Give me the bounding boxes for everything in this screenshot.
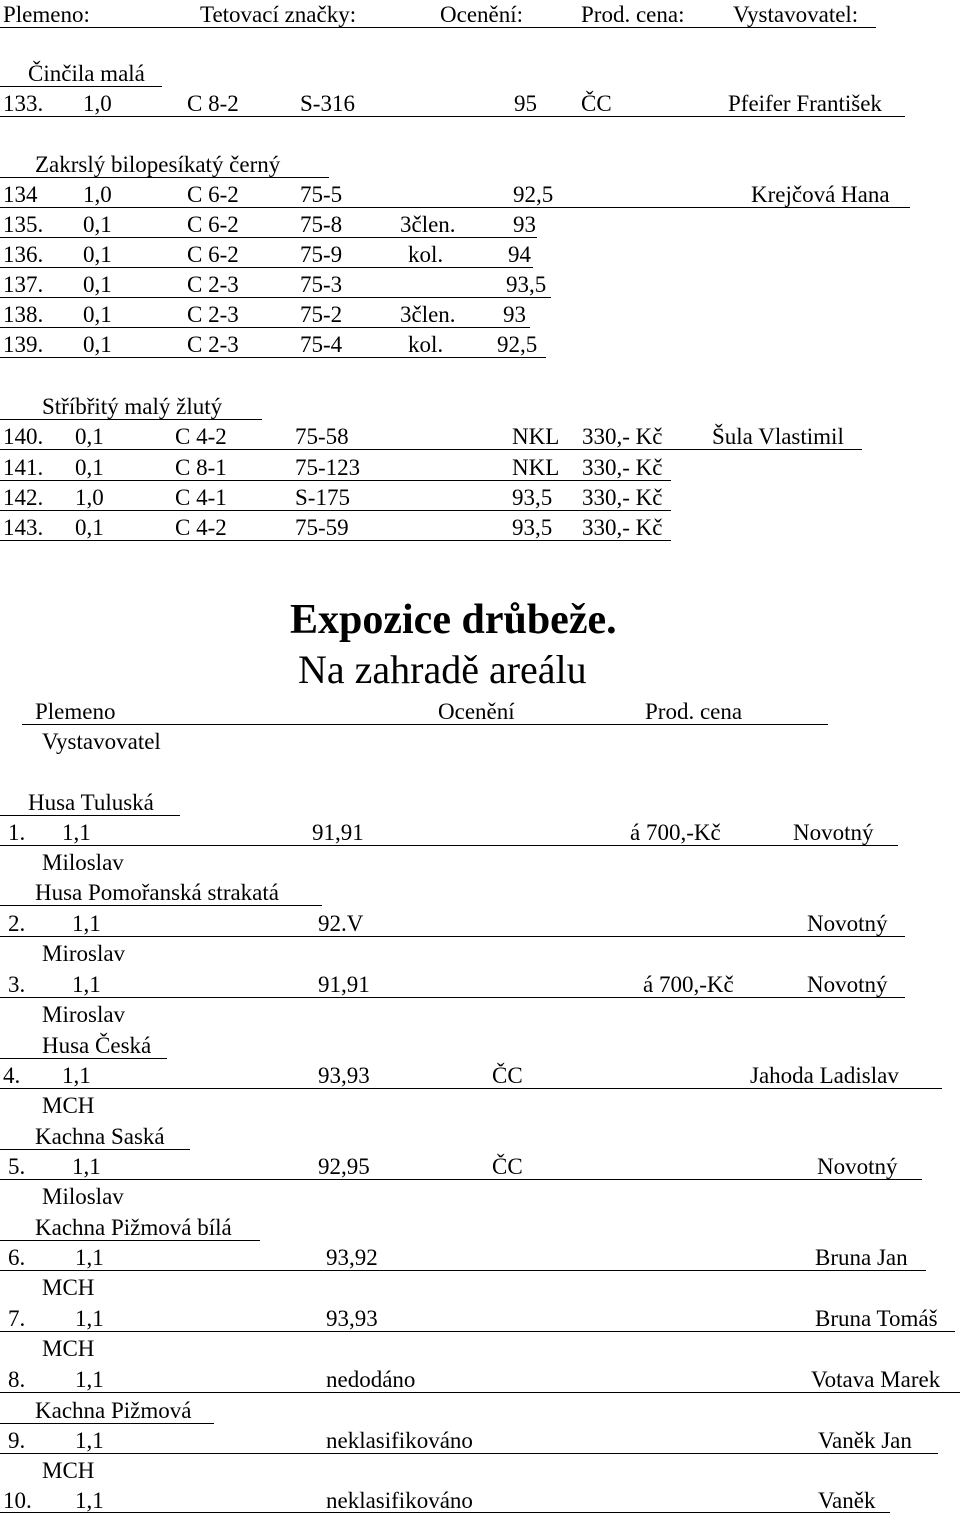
row-score: neklasifikováno bbox=[326, 1428, 473, 1453]
underline bbox=[0, 1392, 960, 1393]
row-exhibitor: Votava Marek bbox=[811, 1367, 941, 1392]
row-tattoo: 75-4 bbox=[300, 332, 343, 357]
row-number: 140. bbox=[3, 424, 44, 449]
row-exhibitor: Vaněk bbox=[818, 1488, 876, 1513]
row-exhibitor: Novotný bbox=[807, 972, 888, 997]
row-score: NKL bbox=[512, 455, 560, 480]
row-score: 93,93 bbox=[326, 1306, 378, 1331]
underline bbox=[0, 177, 329, 178]
row-number: 9. bbox=[8, 1428, 26, 1453]
underline bbox=[0, 86, 162, 87]
page-title: Expozice drůbeže. bbox=[290, 597, 617, 643]
underline bbox=[0, 1331, 955, 1332]
underline bbox=[0, 207, 910, 208]
row-score: NKL bbox=[512, 424, 560, 449]
row-score: 92,5 bbox=[497, 332, 538, 357]
underline bbox=[22, 724, 828, 725]
row-exhibitor-continued: Miloslav bbox=[42, 850, 124, 875]
row-sex: 1,1 bbox=[62, 820, 91, 845]
breed-heading: Kachna Pižmová bbox=[35, 1398, 192, 1423]
row-sex: 1,1 bbox=[72, 972, 101, 997]
row-score: 94 bbox=[508, 242, 531, 267]
row-tattoo: 75-123 bbox=[295, 455, 361, 480]
underline bbox=[0, 815, 180, 816]
row-score: 95 bbox=[514, 91, 537, 116]
page-subtitle: Na zahradě areálu bbox=[298, 647, 587, 692]
row-sex: 1,0 bbox=[83, 182, 112, 207]
underline bbox=[0, 1270, 926, 1271]
header-oceneni: Ocenění bbox=[438, 699, 515, 724]
header-plemeno: Plemeno: bbox=[3, 2, 90, 27]
row-exhibitor-continued: Miroslav bbox=[42, 1002, 126, 1027]
row-class: C 2-3 bbox=[187, 302, 239, 327]
underline bbox=[0, 936, 905, 937]
row-number: 139. bbox=[3, 332, 44, 357]
underline bbox=[0, 1423, 214, 1424]
row-exhibitor-continued: Miloslav bbox=[42, 1184, 124, 1209]
row-class: C 6-2 bbox=[187, 242, 239, 267]
row-score: 92.V bbox=[318, 911, 364, 936]
row-sex: 1,1 bbox=[75, 1428, 104, 1453]
underline bbox=[0, 1149, 190, 1150]
row-sex: 0,1 bbox=[75, 455, 104, 480]
breed-heading: Kachna Saská bbox=[35, 1124, 165, 1149]
underline bbox=[0, 540, 671, 541]
underline bbox=[0, 1179, 922, 1180]
row-class: C 8-1 bbox=[175, 455, 227, 480]
row-number: 1. bbox=[8, 820, 26, 845]
row-score: 93 bbox=[503, 302, 526, 327]
underline bbox=[0, 510, 671, 511]
underline bbox=[0, 1453, 938, 1454]
row-tattoo: 75-58 bbox=[295, 424, 349, 449]
row-exhibitor-continued: Miroslav bbox=[42, 941, 126, 966]
row-class: C 4-1 bbox=[175, 485, 227, 510]
row-exhibitor-continued: MCH bbox=[42, 1458, 95, 1483]
row-class: C 8-2 bbox=[187, 91, 239, 116]
underline bbox=[0, 905, 322, 906]
row-exhibitor: Krejčová Hana bbox=[751, 182, 890, 207]
row-tattoo: 75-2 bbox=[300, 302, 343, 327]
row-class: C 2-3 bbox=[187, 332, 239, 357]
row-number: 10. bbox=[3, 1488, 32, 1513]
row-score: 93,5 bbox=[512, 485, 553, 510]
header-tetovaci-znacky: Tetovací značky: bbox=[200, 2, 357, 27]
header-plemeno: Plemeno bbox=[35, 699, 116, 724]
breed-heading: Činčila malá bbox=[28, 61, 145, 86]
row-number: 137. bbox=[3, 272, 44, 297]
row-number: 133. bbox=[3, 91, 44, 116]
row-sex: 1,1 bbox=[75, 1245, 104, 1270]
row-sex: 0,1 bbox=[75, 515, 104, 540]
row-number: 3. bbox=[8, 972, 26, 997]
row-score: 93,5 bbox=[512, 515, 553, 540]
row-price: á 700,-Kč bbox=[643, 972, 734, 997]
underline bbox=[0, 357, 546, 358]
row-sex: 1,1 bbox=[62, 1063, 91, 1088]
row-exhibitor: Novotný bbox=[817, 1154, 898, 1179]
row-price: 330,- Kč bbox=[582, 424, 663, 449]
row-exhibitor-continued: MCH bbox=[42, 1093, 95, 1118]
row-award: ČC bbox=[492, 1063, 523, 1088]
row-sex: 1,1 bbox=[75, 1488, 104, 1513]
header-prod-cena: Prod. cena bbox=[645, 699, 743, 724]
row-sex: 1,0 bbox=[75, 485, 104, 510]
header-prod-cena: Prod. cena: bbox=[581, 2, 685, 27]
header-vystavovatel: Vystavovatel bbox=[42, 729, 161, 754]
row-score: 92,5 bbox=[513, 182, 554, 207]
breed-heading: Stříbřitý malý žlutý bbox=[42, 394, 223, 419]
row-score: 91,91 bbox=[318, 972, 370, 997]
row-price: 330,- Kč bbox=[582, 515, 663, 540]
row-exhibitor: Pfeifer František bbox=[728, 91, 882, 116]
row-sex: 1,0 bbox=[83, 91, 112, 116]
row-tattoo: 75-5 bbox=[300, 182, 343, 207]
row-number: 143. bbox=[3, 515, 44, 540]
underline bbox=[0, 327, 530, 328]
header-vystavovatel: Vystavovatel: bbox=[733, 2, 859, 27]
row-price: 330,- Kč bbox=[582, 485, 663, 510]
row-score: neklasifikováno bbox=[326, 1488, 473, 1513]
underline bbox=[0, 997, 905, 998]
underline bbox=[0, 845, 898, 846]
underline bbox=[0, 267, 533, 268]
row-sex: 0,1 bbox=[83, 332, 112, 357]
row-sex: 0,1 bbox=[83, 212, 112, 237]
row-sex: 1,1 bbox=[75, 1367, 104, 1392]
row-sex: 1,1 bbox=[72, 1154, 101, 1179]
row-exhibitor: Šula Vlastimil bbox=[712, 424, 844, 449]
breed-heading: Husa Tuluská bbox=[28, 790, 154, 815]
row-number: 141. bbox=[3, 455, 44, 480]
row-class: C 2-3 bbox=[187, 272, 239, 297]
row-number: 142. bbox=[3, 485, 44, 510]
row-tattoo: 75-59 bbox=[295, 515, 349, 540]
row-number: 8. bbox=[8, 1367, 26, 1392]
underline bbox=[0, 297, 551, 298]
row-price: 330,- Kč bbox=[582, 455, 663, 480]
row-exhibitor: Novotný bbox=[807, 911, 888, 936]
row-number: 138. bbox=[3, 302, 44, 327]
row-price: á 700,-Kč bbox=[630, 820, 721, 845]
underline bbox=[0, 27, 876, 28]
row-note: 3člen. bbox=[400, 302, 456, 327]
row-tattoo: 75-9 bbox=[300, 242, 343, 267]
row-score: 93,5 bbox=[506, 272, 547, 297]
row-sex: 1,1 bbox=[75, 1306, 104, 1331]
row-sex: 0,1 bbox=[83, 242, 112, 267]
row-number: 7. bbox=[8, 1306, 26, 1331]
row-sex: 0,1 bbox=[83, 272, 112, 297]
row-number: 136. bbox=[3, 242, 44, 267]
row-award: ČC bbox=[492, 1154, 523, 1179]
row-score: 93,92 bbox=[326, 1245, 378, 1270]
row-class: C 4-2 bbox=[175, 424, 227, 449]
underline bbox=[0, 237, 537, 238]
row-exhibitor: Jahoda Ladislav bbox=[750, 1063, 899, 1088]
row-note: kol. bbox=[408, 332, 444, 357]
row-class: C 6-2 bbox=[187, 182, 239, 207]
row-class: C 6-2 bbox=[187, 212, 239, 237]
row-exhibitor: Vaněk Jan bbox=[818, 1428, 912, 1453]
row-tattoo: 75-8 bbox=[300, 212, 343, 237]
row-score: 93,93 bbox=[318, 1063, 370, 1088]
underline bbox=[0, 480, 671, 481]
row-note: 3člen. bbox=[400, 212, 456, 237]
row-exhibitor-continued: MCH bbox=[42, 1336, 95, 1361]
breed-heading: Husa Česká bbox=[42, 1033, 152, 1058]
underline bbox=[0, 419, 262, 420]
row-sex: 1,1 bbox=[72, 911, 101, 936]
underline bbox=[0, 1240, 260, 1241]
row-number: 135. bbox=[3, 212, 44, 237]
row-tattoo: S-316 bbox=[300, 91, 355, 116]
row-tattoo: 75-3 bbox=[300, 272, 343, 297]
underline bbox=[0, 1058, 167, 1059]
row-sex: 0,1 bbox=[75, 424, 104, 449]
row-award: ČC bbox=[581, 91, 612, 116]
header-oceneni: Ocenění: bbox=[440, 2, 524, 27]
breed-heading: Husa Pomořanská strakatá bbox=[35, 880, 279, 905]
breed-heading: Zakrslý bilopesíkatý černý bbox=[35, 152, 281, 177]
row-number: 4. bbox=[3, 1063, 21, 1088]
row-number: 2. bbox=[8, 911, 26, 936]
underline bbox=[0, 1088, 942, 1089]
underline bbox=[0, 449, 862, 450]
row-score: 93 bbox=[513, 212, 536, 237]
row-number: 5. bbox=[8, 1154, 26, 1179]
row-class: C 4-2 bbox=[175, 515, 227, 540]
row-note: kol. bbox=[408, 242, 444, 267]
underline bbox=[0, 1512, 890, 1513]
row-exhibitor: Bruna Tomáš bbox=[815, 1306, 938, 1331]
underline bbox=[0, 116, 905, 117]
row-exhibitor: Novotný bbox=[793, 820, 874, 845]
row-exhibitor: Bruna Jan bbox=[815, 1245, 908, 1270]
row-number: 6. bbox=[8, 1245, 26, 1270]
row-tattoo: S-175 bbox=[295, 485, 350, 510]
row-score: 91,91 bbox=[312, 820, 364, 845]
breed-heading: Kachna Pižmová bílá bbox=[35, 1215, 232, 1240]
row-exhibitor-continued: MCH bbox=[42, 1275, 95, 1300]
row-score: 92,95 bbox=[318, 1154, 370, 1179]
row-score: nedodáno bbox=[326, 1367, 416, 1392]
row-number: 134 bbox=[3, 182, 38, 207]
row-sex: 0,1 bbox=[83, 302, 112, 327]
